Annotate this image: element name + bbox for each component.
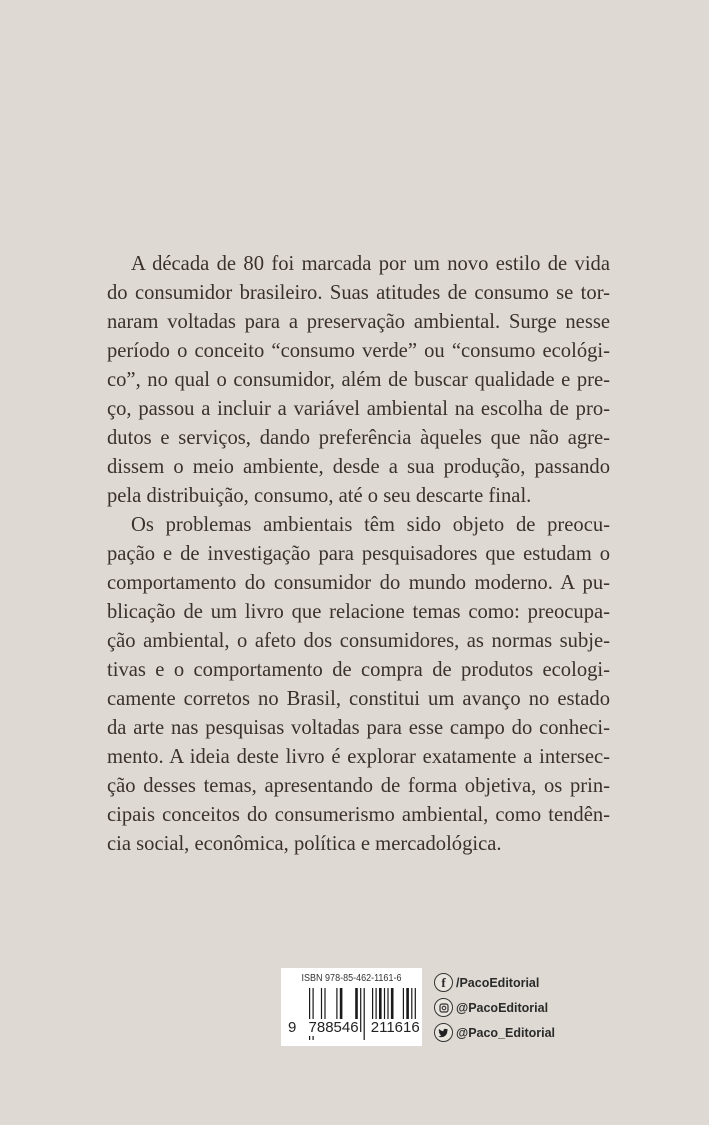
barcode-digit-first: 9 — [288, 1019, 297, 1036]
facebook-icon: f — [434, 973, 453, 992]
text-line: cia social, econômica, política e mercadológica. — [107, 833, 502, 855]
social-facebook[interactable] — [434, 970, 555, 995]
isbn-barcode — [281, 968, 422, 1046]
instagram-icon — [434, 998, 453, 1017]
text-line: pação e de investigação para pesquisadores que estudam o — [107, 543, 610, 565]
text-line: dissem o meio ambiente, desde a sua produção, passando — [107, 456, 610, 478]
text-line: A década de 80 foi marcada por um novo estilo de vida — [131, 253, 610, 275]
text-line: período o conceito “consumo verde” ou “consumo ecológi- — [107, 340, 610, 362]
text-line: Os problemas ambientais têm sido objeto de preocu- — [131, 514, 610, 536]
barcode-digits — [287, 1019, 421, 1036]
social-instagram[interactable] — [434, 995, 555, 1020]
text-line: tivas e o comportamento de compra de produtos ecologi- — [107, 659, 610, 681]
text-line: da arte nas pesquisas voltadas para esse campo do conheci- — [107, 717, 610, 739]
text-line: cipais conceitos do consumerismo ambiental, como tendên- — [107, 804, 610, 826]
social-handle: /PacoEditorial — [456, 975, 540, 990]
text-line: ção ambiental, o afeto dos consumidores, as normas subje- — [107, 630, 610, 652]
text-line: ção desses temas, apresentando de forma objetiva, os prin- — [107, 775, 610, 797]
text-line: ço, passou a incluir a variável ambiental na escolha de pro- — [107, 398, 610, 420]
text-line: camente corretos no Brasil, constitui um avanço no estado — [107, 688, 610, 710]
isbn-label: ISBN 978-85-462-1161-6 — [301, 973, 402, 984]
text-line: do consumidor brasileiro. Suas atitudes de consumo se tor- — [107, 282, 610, 304]
social-handle: @Paco_Editorial — [456, 1025, 556, 1040]
barcode-digits-mid: 788546 — [308, 1019, 359, 1036]
social-twitter[interactable] — [434, 1020, 555, 1045]
twitter-icon — [434, 1023, 453, 1042]
social-handle: @PacoEditorial — [456, 1000, 549, 1015]
text-line: blicação de um livro que relacione temas como: preocupa- — [107, 601, 610, 623]
text-line: mento. A ideia deste livro é explorar exatamente a intersec- — [107, 746, 610, 768]
text-line: comportamento do consumidor do mundo moderno. A pu- — [107, 572, 610, 594]
text-line: naram voltadas para a preservação ambiental. Surge nesse — [107, 311, 610, 333]
text-line: co”, no qual o consumidor, além de buscar qualidade e pre- — [107, 369, 610, 391]
social-links — [434, 970, 555, 1045]
back-cover-text — [107, 250, 610, 859]
text-line: pela distribuição, consumo, até o seu descarte final. — [107, 485, 532, 507]
text-line: dutos e serviços, dando preferência àqueles que não agre- — [107, 427, 610, 449]
barcode-digits-end: 211616 — [370, 1019, 420, 1036]
